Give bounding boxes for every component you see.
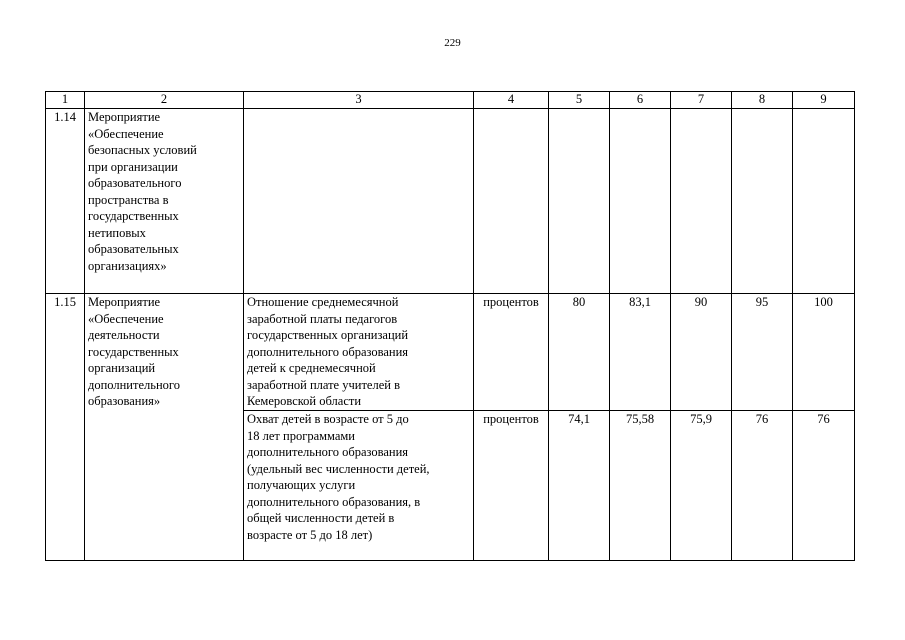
data-table (45, 91, 855, 561)
table-row (46, 294, 855, 411)
column-number-8: 8 (732, 92, 793, 109)
value-cell: 90 (671, 294, 732, 411)
indicator-unit: процентов (474, 411, 549, 561)
table-row (46, 109, 855, 294)
value-cell (732, 109, 793, 294)
indicator-unit (474, 109, 549, 294)
column-number-9: 9 (793, 92, 855, 109)
indicator-name (244, 109, 474, 294)
value-cell: 100 (793, 294, 855, 411)
column-number-2: 2 (85, 92, 244, 109)
indicator-name: Отношение среднемесячной заработной платы педагогов государственных организаций дополнительного образования детей к среднемесячной заработной плате учителей в Кемеровской области (244, 294, 474, 411)
column-number-1: 1 (46, 92, 85, 109)
indicator-unit: процентов (474, 294, 549, 411)
value-cell: 75,9 (671, 411, 732, 561)
column-number-5: 5 (549, 92, 610, 109)
value-cell: 80 (549, 294, 610, 411)
value-cell: 83,1 (610, 294, 671, 411)
column-number-4: 4 (474, 92, 549, 109)
row-id: 1.14 (46, 109, 85, 294)
value-cell: 74,1 (549, 411, 610, 561)
row-id: 1.15 (46, 294, 85, 561)
column-number-6: 6 (610, 92, 671, 109)
value-cell (671, 109, 732, 294)
measure-name: Мероприятие «Обеспечение безопасных условий при организации образовательного пространства в государственных нетиповых образовательных организациях» (85, 109, 244, 294)
column-number-7: 7 (671, 92, 732, 109)
value-cell: 95 (732, 294, 793, 411)
indicator-name: Охват детей в возрасте от 5 до 18 лет программами дополнительного образования (удельный вес численности детей, получающих услуги дополнительного образования, в общей численности детей в возрасте от 5 до 18 лет) (244, 411, 474, 561)
page-number: 229 (444, 37, 461, 49)
column-number-3: 3 (244, 92, 474, 109)
value-cell (610, 109, 671, 294)
table-header-row (46, 92, 855, 109)
value-cell: 76 (793, 411, 855, 561)
measure-name: Мероприятие «Обеспечение деятельности государственных организаций дополнительного образования» (85, 294, 244, 561)
value-cell: 75,58 (610, 411, 671, 561)
value-cell (793, 109, 855, 294)
value-cell: 76 (732, 411, 793, 561)
value-cell (549, 109, 610, 294)
